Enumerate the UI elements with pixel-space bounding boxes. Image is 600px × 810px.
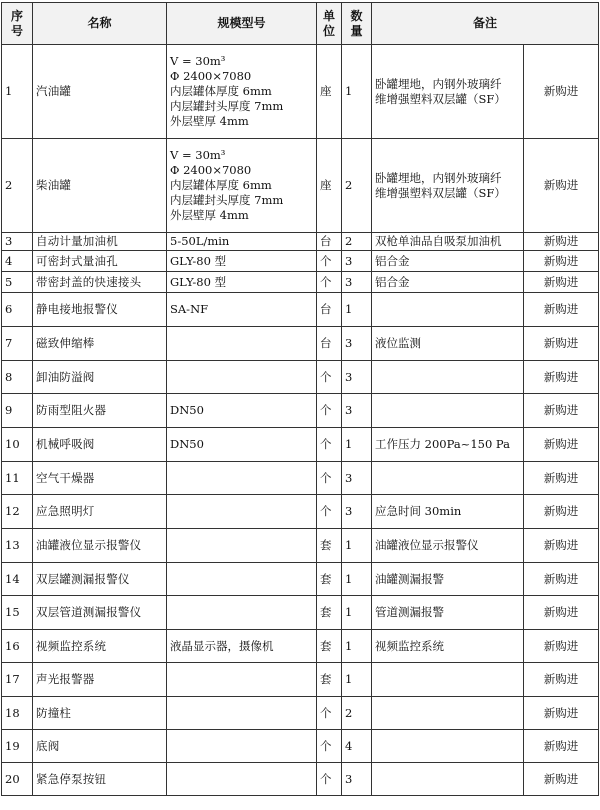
table-row xyxy=(2,529,599,563)
table-row xyxy=(2,293,599,327)
row-status: 新购进 xyxy=(524,763,599,796)
table-row xyxy=(2,697,599,730)
row-qty: 2 xyxy=(342,697,372,730)
row-status: 新购进 xyxy=(524,394,599,428)
row-spec xyxy=(167,596,317,630)
row-note xyxy=(372,462,524,495)
row-note xyxy=(372,563,524,596)
row-unit: 个 xyxy=(317,697,342,730)
row-status: 新购进 xyxy=(524,428,599,462)
note-line: 卧罐埋地，内钢外玻璃纤 xyxy=(375,170,502,185)
spec-line: 5-50L/min xyxy=(170,234,230,248)
spec-line: GLY-80 型 xyxy=(170,253,227,268)
row-spec xyxy=(167,139,317,233)
header-seq-char-1: 序 xyxy=(10,8,23,23)
row-status: 新购进 xyxy=(524,293,599,327)
row-unit: 个 xyxy=(317,462,342,495)
row-seq: 16 xyxy=(2,630,33,663)
table-row xyxy=(2,462,599,495)
table-row xyxy=(2,394,599,428)
row-seq: 19 xyxy=(2,730,33,763)
row-status: 新购进 xyxy=(524,139,599,233)
row-name: 空气干燥器 xyxy=(33,462,167,495)
note-line: 油罐测漏报警 xyxy=(375,571,444,586)
spec-line: GLY-80 型 xyxy=(170,274,227,289)
row-unit: 套 xyxy=(317,663,342,697)
row-status: 新购进 xyxy=(524,272,599,293)
note-line: 维增强塑料双层罐（SF） xyxy=(375,91,506,106)
header-qty-char-1: 数 xyxy=(350,8,363,23)
row-status: 新购进 xyxy=(524,697,599,730)
spec-line: V = 30m³ xyxy=(170,54,226,68)
row-spec xyxy=(167,529,317,563)
row-note xyxy=(372,139,524,233)
row-status: 新购进 xyxy=(524,495,599,529)
row-qty: 2 xyxy=(342,139,372,233)
row-name: 机械呼吸阀 xyxy=(33,428,167,462)
row-seq: 1 xyxy=(2,45,33,139)
row-name: 柴油罐 xyxy=(33,139,167,233)
spec-line: 外层壁厚 4mm xyxy=(170,208,249,222)
note-line: 应急时间 30min xyxy=(375,504,462,518)
header-unit xyxy=(317,3,342,45)
row-seq: 14 xyxy=(2,563,33,596)
spec-line: 内层罐封头厚度 7mm xyxy=(170,99,284,113)
row-spec xyxy=(167,428,317,462)
spec-line: Φ 2400×7080 xyxy=(170,163,252,177)
spec-line: 内层罐体厚度 6mm xyxy=(170,84,272,98)
row-unit: 个 xyxy=(317,428,342,462)
row-unit: 个 xyxy=(317,361,342,394)
row-note xyxy=(372,293,524,327)
row-qty: 3 xyxy=(342,763,372,796)
row-unit: 个 xyxy=(317,495,342,529)
row-spec xyxy=(167,462,317,495)
row-seq: 4 xyxy=(2,251,33,272)
table-row xyxy=(2,630,599,663)
header-seq-char-2: 号 xyxy=(10,23,23,38)
row-unit: 个 xyxy=(317,763,342,796)
row-name: 视频监控系统 xyxy=(33,630,167,663)
row-unit: 个 xyxy=(317,251,342,272)
row-spec xyxy=(167,630,317,663)
row-seq: 5 xyxy=(2,272,33,293)
row-unit: 套 xyxy=(317,529,342,563)
row-name: 防撞柱 xyxy=(33,697,167,730)
row-seq: 3 xyxy=(2,233,33,251)
row-qty: 1 xyxy=(342,45,372,139)
note-line: 视频监控系统 xyxy=(375,638,444,653)
row-name: 底阀 xyxy=(33,730,167,763)
row-seq: 20 xyxy=(2,763,33,796)
row-seq: 12 xyxy=(2,495,33,529)
row-unit: 个 xyxy=(317,394,342,428)
row-qty: 1 xyxy=(342,428,372,462)
header-qty-char-2: 量 xyxy=(350,23,363,38)
row-unit: 套 xyxy=(317,630,342,663)
spec-line: 外层壁厚 4mm xyxy=(170,114,249,128)
row-qty: 3 xyxy=(342,394,372,428)
row-unit: 台 xyxy=(317,293,342,327)
table-body xyxy=(2,45,599,796)
row-status: 新购进 xyxy=(524,663,599,697)
row-seq: 10 xyxy=(2,428,33,462)
row-qty: 3 xyxy=(342,462,372,495)
row-qty: 3 xyxy=(342,251,372,272)
table-row xyxy=(2,763,599,796)
row-status: 新购进 xyxy=(524,730,599,763)
table-row xyxy=(2,495,599,529)
table-row xyxy=(2,251,599,272)
row-status: 新购进 xyxy=(524,630,599,663)
row-note xyxy=(372,529,524,563)
row-name: 防雨型阻火器 xyxy=(33,394,167,428)
table-row xyxy=(2,730,599,763)
row-unit: 座 xyxy=(317,139,342,233)
row-status: 新购进 xyxy=(524,596,599,630)
row-unit: 个 xyxy=(317,730,342,763)
table-row xyxy=(2,563,599,596)
row-spec xyxy=(167,327,317,361)
row-status: 新购进 xyxy=(524,327,599,361)
table-row xyxy=(2,45,599,139)
row-spec xyxy=(167,233,317,251)
row-note xyxy=(372,763,524,796)
row-seq: 6 xyxy=(2,293,33,327)
row-name: 磁致伸缩棒 xyxy=(33,327,167,361)
row-note xyxy=(372,697,524,730)
row-qty: 3 xyxy=(342,272,372,293)
row-note xyxy=(372,361,524,394)
row-seq: 17 xyxy=(2,663,33,697)
row-unit: 套 xyxy=(317,563,342,596)
spec-line: V = 30m³ xyxy=(170,148,226,162)
table-header-row xyxy=(2,3,599,45)
row-status: 新购进 xyxy=(524,462,599,495)
table-row xyxy=(2,361,599,394)
row-note xyxy=(372,394,524,428)
header-seq xyxy=(2,3,33,45)
note-line: 铝合金 xyxy=(375,274,410,289)
table-row xyxy=(2,327,599,361)
row-status: 新购进 xyxy=(524,233,599,251)
row-seq: 9 xyxy=(2,394,33,428)
row-qty: 4 xyxy=(342,730,372,763)
table-row xyxy=(2,663,599,697)
row-status: 新购进 xyxy=(524,45,599,139)
row-unit: 台 xyxy=(317,233,342,251)
row-spec xyxy=(167,394,317,428)
row-name: 双层罐测漏报警仪 xyxy=(33,563,167,596)
row-note xyxy=(372,663,524,697)
row-spec xyxy=(167,563,317,596)
row-spec xyxy=(167,293,317,327)
row-qty: 3 xyxy=(342,361,372,394)
table-row xyxy=(2,139,599,233)
row-spec xyxy=(167,763,317,796)
row-seq: 11 xyxy=(2,462,33,495)
row-name: 自动计量加油机 xyxy=(33,233,167,251)
row-note xyxy=(372,730,524,763)
row-qty: 1 xyxy=(342,663,372,697)
note-line: 工作压力 200Pa~150 Pa xyxy=(375,437,511,451)
note-line: 卧罐埋地，内钢外玻璃纤 xyxy=(375,76,502,91)
table-row xyxy=(2,272,599,293)
row-note xyxy=(372,272,524,293)
header-unit-char-2: 位 xyxy=(322,23,335,38)
row-note xyxy=(372,233,524,251)
row-qty: 1 xyxy=(342,630,372,663)
row-status: 新购进 xyxy=(524,563,599,596)
row-seq: 15 xyxy=(2,596,33,630)
row-note xyxy=(372,630,524,663)
row-unit: 个 xyxy=(317,272,342,293)
row-qty: 2 xyxy=(342,233,372,251)
spec-line: SA-NF xyxy=(170,302,209,316)
spec-line: Φ 2400×7080 xyxy=(170,69,252,83)
row-spec xyxy=(167,697,317,730)
row-seq: 18 xyxy=(2,697,33,730)
row-name: 应急照明灯 xyxy=(33,495,167,529)
header-unit-char-1: 单 xyxy=(322,8,335,23)
note-line: 双枪单油品自吸泵加油机 xyxy=(375,234,502,248)
note-line: 铝合金 xyxy=(375,253,410,268)
row-seq: 2 xyxy=(2,139,33,233)
row-name: 静电接地报警仪 xyxy=(33,293,167,327)
header-note: 备注 xyxy=(372,3,599,45)
spec-line: 内层罐封头厚度 7mm xyxy=(170,193,284,207)
row-spec xyxy=(167,361,317,394)
table-row xyxy=(2,428,599,462)
spec-line: DN50 xyxy=(170,437,204,451)
row-status: 新购进 xyxy=(524,251,599,272)
row-name: 卸油防溢阀 xyxy=(33,361,167,394)
row-unit: 套 xyxy=(317,596,342,630)
row-name: 紧急停泵按钮 xyxy=(33,763,167,796)
note-line: 管道测漏报警 xyxy=(375,605,444,619)
row-qty: 3 xyxy=(342,327,372,361)
spec-line: 液晶显示器，摄像机 xyxy=(170,638,274,653)
row-status: 新购进 xyxy=(524,529,599,563)
note-line: 维增强塑料双层罐（SF） xyxy=(375,185,506,200)
row-name: 带密封盖的快速接头 xyxy=(33,272,167,293)
table-row xyxy=(2,596,599,630)
row-note xyxy=(372,596,524,630)
spec-line: 内层罐体厚度 6mm xyxy=(170,178,272,192)
header-spec: 规模型号 xyxy=(167,3,317,45)
row-name: 汽油罐 xyxy=(33,45,167,139)
equipment-table xyxy=(1,2,599,796)
note-line: 液位监测 xyxy=(375,336,421,350)
row-unit: 座 xyxy=(317,45,342,139)
row-spec xyxy=(167,251,317,272)
row-spec xyxy=(167,272,317,293)
row-name: 可密封式量油孔 xyxy=(33,251,167,272)
row-spec xyxy=(167,663,317,697)
row-name: 声光报警器 xyxy=(33,663,167,697)
row-spec xyxy=(167,495,317,529)
row-status: 新购进 xyxy=(524,361,599,394)
row-name: 油罐液位显示报警仪 xyxy=(33,529,167,563)
row-qty: 1 xyxy=(342,529,372,563)
header-qty xyxy=(342,3,372,45)
spec-line: DN50 xyxy=(170,403,204,417)
row-qty: 1 xyxy=(342,293,372,327)
row-spec xyxy=(167,45,317,139)
row-note xyxy=(372,327,524,361)
note-line: 油罐液位显示报警仪 xyxy=(375,538,479,552)
row-note xyxy=(372,45,524,139)
row-seq: 8 xyxy=(2,361,33,394)
row-qty: 1 xyxy=(342,596,372,630)
row-qty: 3 xyxy=(342,495,372,529)
table-row xyxy=(2,233,599,251)
row-seq: 13 xyxy=(2,529,33,563)
header-name: 名称 xyxy=(33,3,167,45)
row-qty: 1 xyxy=(342,563,372,596)
row-unit: 台 xyxy=(317,327,342,361)
row-note xyxy=(372,428,524,462)
row-note xyxy=(372,251,524,272)
row-spec xyxy=(167,730,317,763)
row-note xyxy=(372,495,524,529)
row-seq: 7 xyxy=(2,327,33,361)
row-name: 双层管道测漏报警仪 xyxy=(33,596,167,630)
